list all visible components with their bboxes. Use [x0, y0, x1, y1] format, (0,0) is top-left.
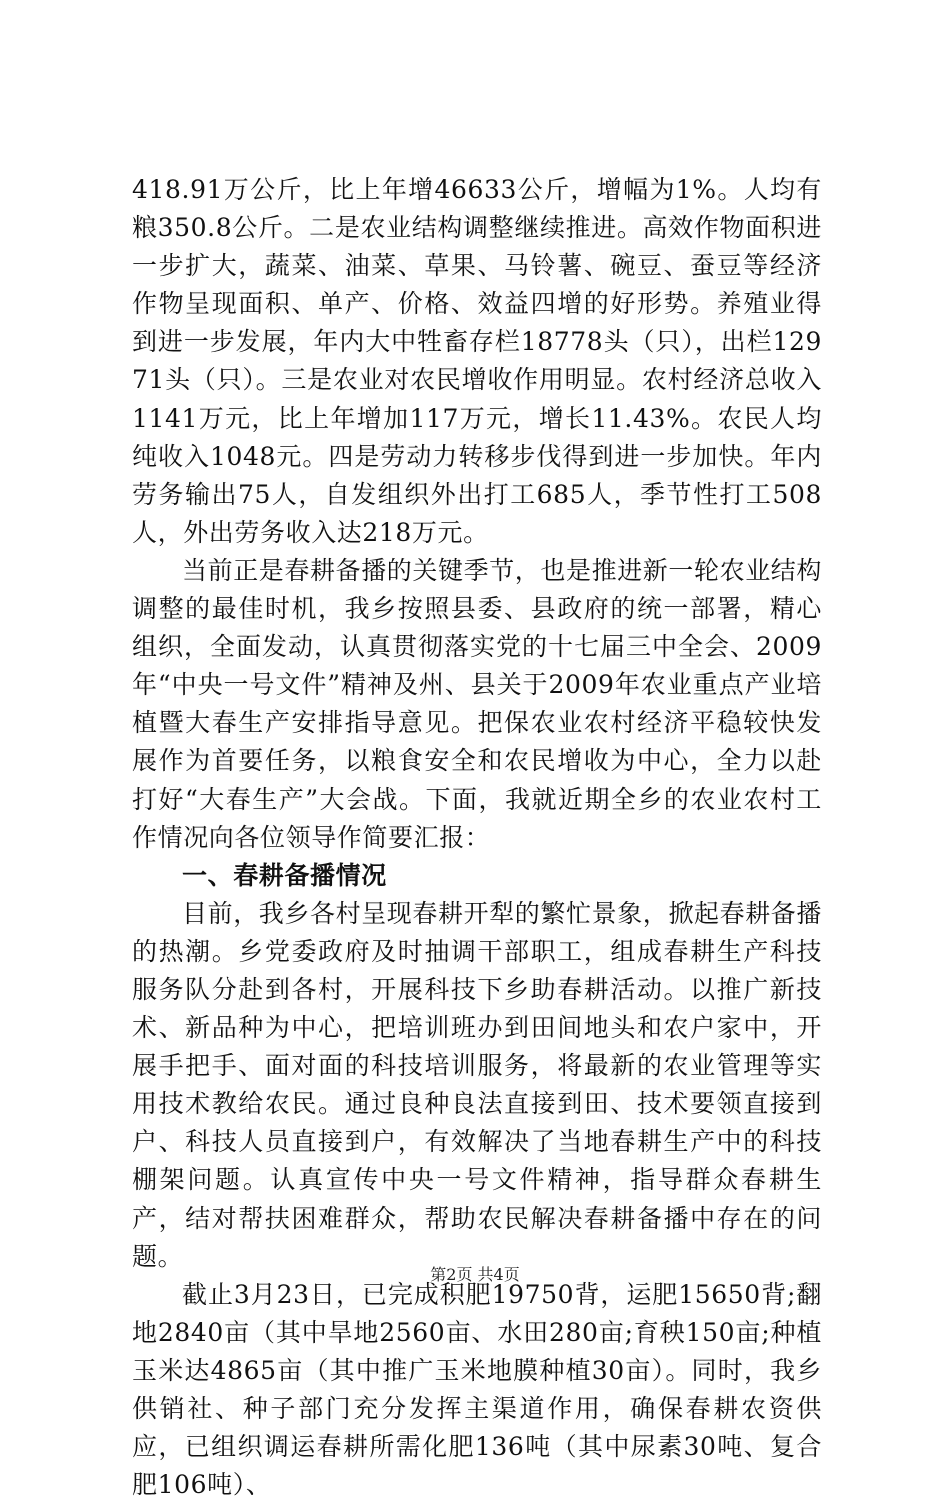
section-heading-spring-sowing: 一、春耕备播情况 — [182, 860, 387, 890]
paragraph-spring-farming-introduction: 当前正是春耕备播的关键季节，也是推进新一轮农业结构调整的最佳时机，我乡按照县委、县政府的统一部署，精心组织，全面发动，认真贯彻落实党的十七届三中全会、2009年“中央一号文件”精神及州、县关于2009年农业重点产业培植暨大春生产安排指导意见。把保农业农村经济平稳较快发展作为首要任务，以粮食安全和农民增收为中心，全力以赴打好“大春生产”大会战。下面，我就近期全乡的农业农村工作情况向各位领导作简要汇报： — [132, 555, 823, 852]
paragraph-progress-statistics: 截止3月23日，已完成积肥19750背，运肥15650背;翻地2840亩（其中旱地2560亩、水田280亩;育秧150亩;种植玉米达4865亩（其中推广玉米地膜种植30亩）。同时，我乡供销社、种子部门充分发挥主渠道作用，确保春耕农资供应，已组织调运春耕所需化肥136吨（其中尿素30吨、复合肥106吨）、 — [132, 1279, 822, 1500]
document-body — [132, 171, 822, 1504]
paragraph-grain-and-income-summary: 418.91万公斤，比上年增46633公斤，增幅为1%。人均有粮350.8公斤。二是农业结构调整继续推进。高效作物面积进一步扩大，蔬菜、油菜、草果、马铃薯、碗豆、蚕豆等经济作物呈现面积、单产、价格、效益四增的好形势。养殖业得到进一步发展，年内大中牲畜存栏18778头（只），出栏12971头（只）。三是农业对农民增收作用明显。农村经济总收入1141万元，比上年增加117万元，增长11.43%。农民人均纯收入1048元。四是劳动力转移步伐得到进一步加快。年内劳务输出75人，自发组织外出打工685人，季节性打工508人，外出劳务收入达218万元。 — [132, 175, 822, 547]
paragraph-tech-service-activities: 目前，我乡各村呈现春耕开犁的繁忙景象，掀起春耕备播的热潮。乡党委政府及时抽调干部职工，组成春耕生产科技服务队分赴到各村，开展科技下乡助春耕活动。以推广新技术、新品种为中心，把培训班办到田间地头和农户家中，开展手把手、面对面的科技培训服务，将最新的农业管理等实用技术教给农民。通过良种良法直接到田、技术要领直接到户、科技人员直接到户，有效解决了当地春耕生产中的科技棚架问题。认真宣传中央一号文件精神，指导群众春耕生产，结对帮扶困难群众，帮助农民解决春耕备播中存在的问题。 — [132, 898, 823, 1271]
page-number-footer: 第2页 共4页 — [430, 1265, 520, 1284]
